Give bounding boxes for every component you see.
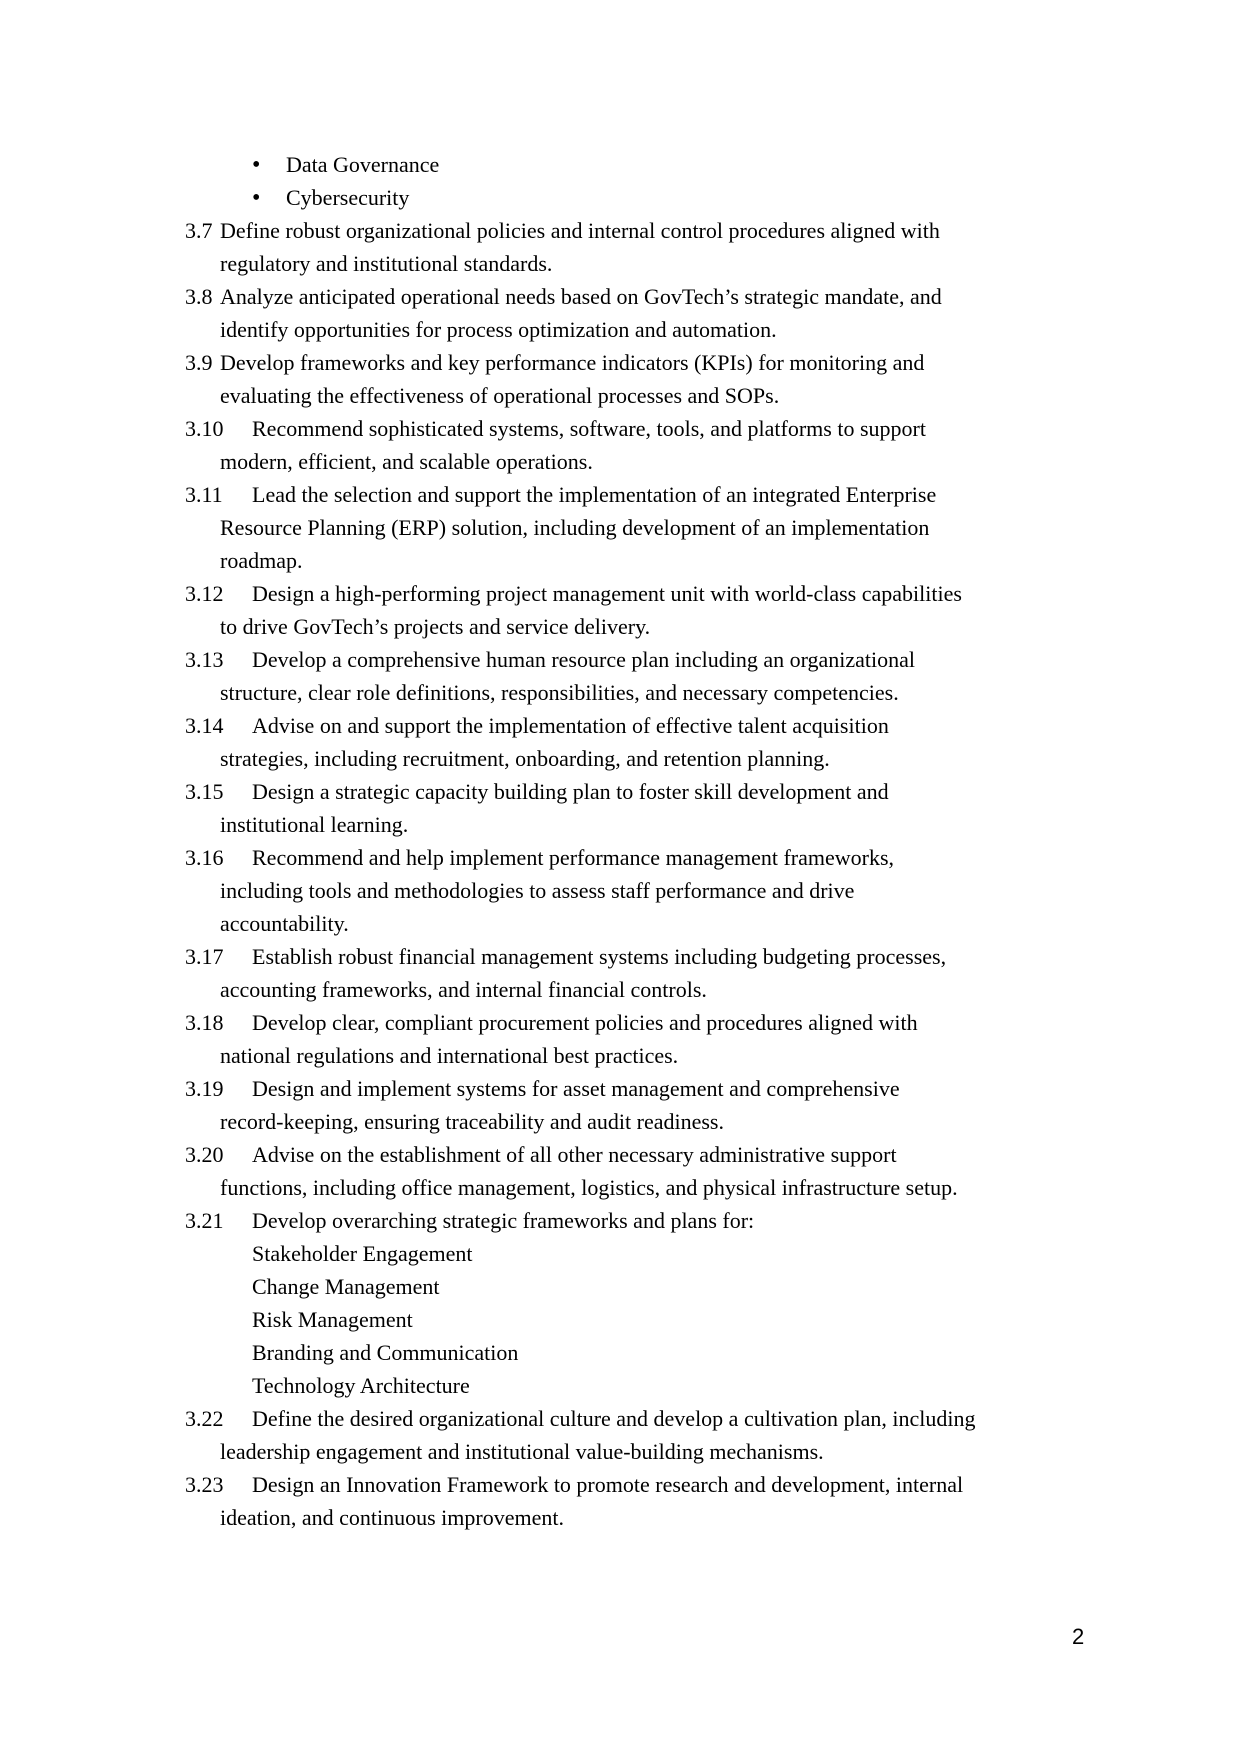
- list-item-text: Develop overarching strategic frameworks and plans for:: [252, 1208, 755, 1233]
- list-item-continuation-line: accountability.: [220, 911, 349, 936]
- list-item-text: Recommend and help implement performance management frameworks,: [252, 845, 895, 870]
- list-sub-line: Branding and Communication: [252, 1340, 519, 1365]
- list-item-number: 3.23: [185, 1472, 224, 1497]
- bullet-icon: •: [252, 185, 261, 211]
- list-item-number: 3.20: [185, 1142, 224, 1167]
- list-item-text: Define the desired organizational culture and develop a cultivation plan, including: [252, 1406, 976, 1431]
- list-item-continuation-line: institutional learning.: [220, 812, 409, 837]
- list-sub-line: Technology Architecture: [252, 1373, 470, 1398]
- list-item-number: 3.22: [185, 1406, 224, 1431]
- list-sub-line: Stakeholder Engagement: [252, 1241, 473, 1266]
- list-item-number: 3.19: [185, 1076, 224, 1101]
- list-item-text: Design a high-performing project management unit with world-class capabilities: [252, 581, 962, 606]
- list-item-number: 3.18: [185, 1010, 224, 1035]
- list-item-text: Advise on the establishment of all other necessary administrative support: [252, 1142, 897, 1167]
- list-item-continuation-line: ideation, and continuous improvement.: [220, 1505, 564, 1530]
- list-item-continuation-line: accounting frameworks, and internal financial controls.: [220, 977, 707, 1002]
- list-item-text: Advise on and support the implementation of effective talent acquisition: [252, 713, 889, 738]
- list-item-line: [0, 1006, 1242, 1039]
- list-item-continuation-line: strategies, including recruitment, onboarding, and retention planning.: [220, 746, 830, 771]
- list-item-text: Analyze anticipated operational needs based on GovTech’s strategic mandate, and: [220, 284, 942, 309]
- list-item-continuation-line: national regulations and international best practices.: [220, 1043, 679, 1068]
- list-item-text: Lead the selection and support the implementation of an integrated Enterprise: [252, 482, 937, 507]
- list-item-line: [0, 1204, 1242, 1237]
- list-item-number: 3.13: [185, 647, 224, 672]
- list-item-number: 3.8: [185, 284, 213, 309]
- list-item-line: [0, 1468, 1242, 1501]
- list-item-text: Define robust organizational policies and internal control procedures aligned with: [220, 218, 940, 243]
- list-item-continuation-line: leadership engagement and institutional value-building mechanisms.: [220, 1439, 824, 1464]
- bullet-item: [0, 181, 1242, 214]
- page-number: 2: [1072, 1624, 1085, 1649]
- list-item-number: 3.21: [185, 1208, 224, 1233]
- list-sub-line: Risk Management: [252, 1307, 413, 1332]
- list-item-continuation-line: structure, clear role definitions, responsibilities, and necessary competencies.: [220, 680, 899, 705]
- list-item-text: Design and implement systems for asset management and comprehensive: [252, 1076, 900, 1101]
- list-item-continuation-line: roadmap.: [220, 548, 303, 573]
- list-item-continuation-line: record-keeping, ensuring traceability and audit readiness.: [220, 1109, 724, 1134]
- list-item-continuation-line: to drive GovTech’s projects and service delivery.: [220, 614, 651, 639]
- bullet-item-label: Data Governance: [286, 152, 440, 177]
- list-item-continuation-line: functions, including office management, logistics, and physical infrastructure setup.: [220, 1175, 958, 1200]
- list-item-continuation-line: modern, efficient, and scalable operations.: [220, 449, 593, 474]
- list-item-number: 3.14: [185, 713, 224, 738]
- list-item-text: Develop clear, compliant procurement policies and procedures aligned with: [252, 1010, 918, 1035]
- list-item-line: [0, 775, 1242, 808]
- list-item-continuation-line: including tools and methodologies to assess staff performance and drive: [220, 878, 855, 903]
- list-item-number: 3.9: [185, 350, 213, 375]
- list-item-line: [0, 1402, 1242, 1435]
- list-item-number: 3.17: [185, 944, 224, 969]
- list-item-line: [0, 841, 1242, 874]
- bullet-icon: •: [252, 152, 261, 178]
- list-item-line: [0, 280, 1242, 313]
- list-item-continuation-line: regulatory and institutional standards.: [220, 251, 553, 276]
- list-item-text: Establish robust financial management systems including budgeting processes,: [252, 944, 947, 969]
- list-item-continuation-line: Resource Planning (ERP) solution, including development of an implementation: [220, 515, 930, 540]
- list-item-text: Develop frameworks and key performance indicators (KPIs) for monitoring and: [220, 350, 925, 375]
- list-item-number: 3.7: [185, 218, 213, 243]
- list-item-line: [0, 643, 1242, 676]
- list-item-number: 3.15: [185, 779, 224, 804]
- list-item-text: Design an Innovation Framework to promote research and development, internal: [252, 1472, 964, 1497]
- list-item-number: 3.16: [185, 845, 224, 870]
- list-item-line: [0, 478, 1242, 511]
- list-item-continuation-line: identify opportunities for process optimization and automation.: [220, 317, 777, 342]
- bullet-item: [0, 148, 1242, 181]
- list-item-text: Recommend sophisticated systems, software, tools, and platforms to support: [252, 416, 926, 441]
- list-item-text: Design a strategic capacity building plan to foster skill development and: [252, 779, 889, 804]
- list-item-continuation-line: evaluating the effectiveness of operational processes and SOPs.: [220, 383, 780, 408]
- list-item-number: 3.12: [185, 581, 224, 606]
- list-item-line: [0, 1138, 1242, 1171]
- list-item-line: [0, 214, 1242, 247]
- list-item-number: 3.11: [185, 482, 223, 507]
- list-item-line: [0, 1072, 1242, 1105]
- list-item-text: Develop a comprehensive human resource plan including an organizational: [252, 647, 916, 672]
- list-item-number: 3.10: [185, 416, 224, 441]
- document-body: [0, 148, 1242, 1534]
- list-sub-line: Change Management: [252, 1274, 440, 1299]
- list-item-line: [0, 577, 1242, 610]
- bullet-item-label: Cybersecurity: [286, 185, 410, 210]
- list-item-line: [0, 709, 1242, 742]
- list-item-line: [0, 346, 1242, 379]
- list-item-line: [0, 412, 1242, 445]
- list-item-line: [0, 940, 1242, 973]
